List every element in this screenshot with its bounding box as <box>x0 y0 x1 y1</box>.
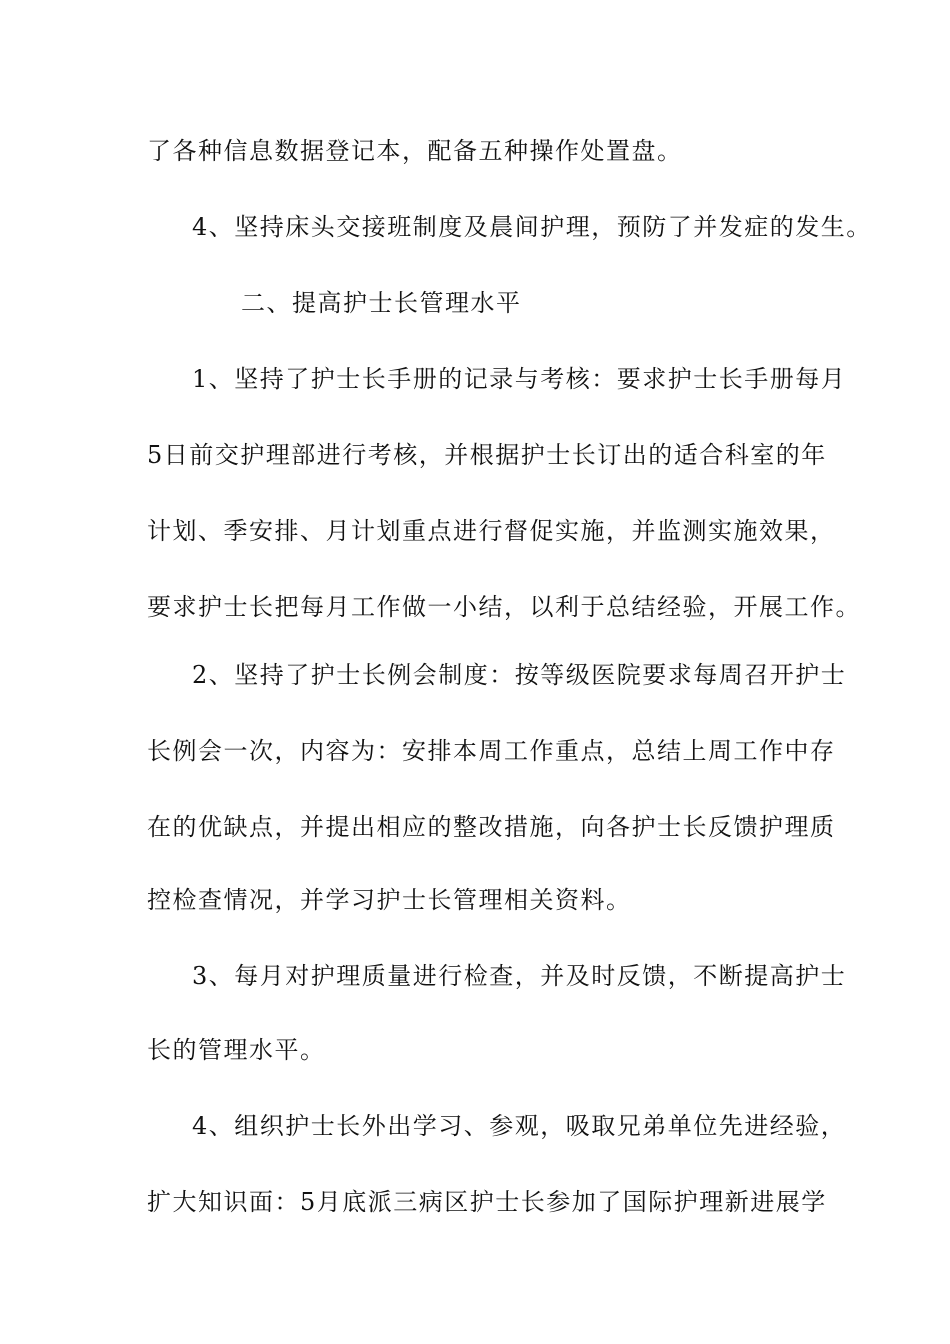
item-2-meeting-line: 在的优缺点，并提出相应的整改措施，向各护士长反馈护理质 <box>147 813 836 841</box>
item-2-meeting-line: 控检查情况，并学习护士长管理相关资料。 <box>147 886 632 914</box>
item-3-quality-check-line: 3、每月对护理质量进行检查，并及时反馈，不断提高护士 <box>192 962 847 990</box>
item-3-quality-check-line: 长的管理水平。 <box>147 1036 326 1064</box>
item-4-bedside-handover: 4、坚持床头交接班制度及晨间护理，预防了并发症的发生。 <box>192 213 872 241</box>
item-1-handbook-line: 要求护士长把每月工作做一小结，以利于总结经验，开展工作。 <box>147 593 861 621</box>
item-1-handbook-line: 1、坚持了护士长手册的记录与考核：要求护士长手册每月 <box>192 365 847 393</box>
item-1-handbook-line: 5日前交护理部进行考核，并根据护士长订出的适合科室的年 <box>147 441 827 469</box>
item-4-study-visit-line: 扩大知识面：5月底派三病区护士长参加了国际护理新进展学 <box>147 1188 827 1216</box>
paragraph-continuation-line: 了各种信息数据登记本，配备五种操作处置盘。 <box>147 137 683 165</box>
item-2-meeting-line: 2、坚持了护士长例会制度：按等级医院要求每周召开护士 <box>192 661 847 689</box>
item-2-meeting-line: 长例会一次，内容为：安排本周工作重点，总结上周工作中存 <box>147 737 836 765</box>
item-4-study-visit-line: 4、组织护士长外出学习、参观，吸取兄弟单位先进经验， <box>192 1112 847 1140</box>
item-1-handbook-line: 计划、季安排、月计划重点进行督促实施，并监测实施效果， <box>147 517 836 545</box>
section-heading: 二、提高护士长管理水平 <box>241 289 522 317</box>
